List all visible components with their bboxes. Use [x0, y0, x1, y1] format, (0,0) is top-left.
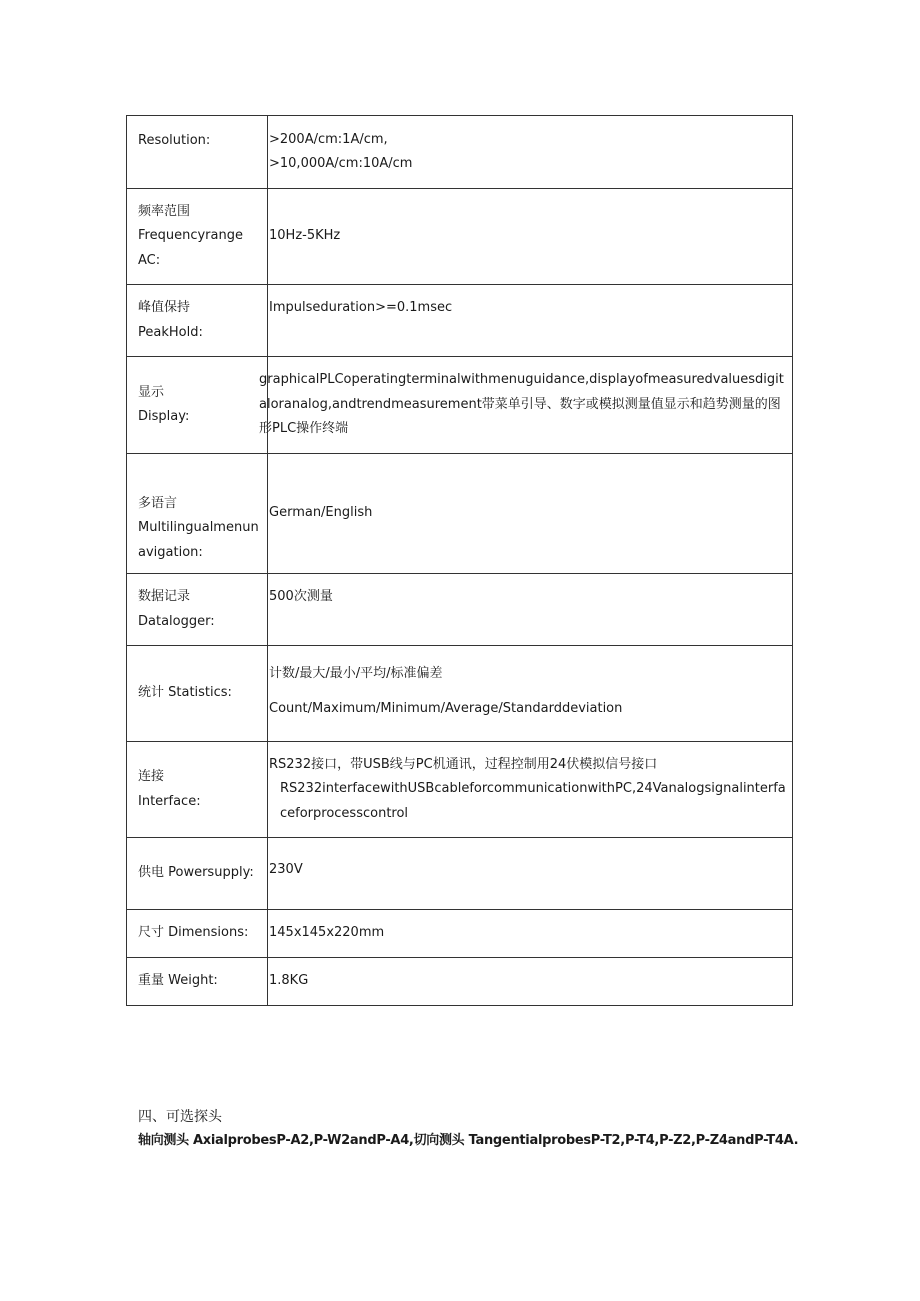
- label-line: PeakHold:: [138, 324, 203, 340]
- label-line: 数据记录: [138, 589, 191, 604]
- row-label: [127, 116, 268, 189]
- table-row-weight: [127, 958, 793, 1006]
- value-line: >200A/cm:1A/cm,: [269, 131, 388, 147]
- value-line: 10Hz-5KHz: [269, 228, 341, 244]
- value-line: Count/Maximum/Minimum/Average/Standarddeviation: [269, 701, 623, 716]
- value-line: graphicalPLCoperatingterminalwithmenuguidance,displayofmeasuredvaluesdigitaloranalog,andtrendmeasurement带菜单引导、数字或模拟测量值显示和趋势测量的图形PLC操作终端: [259, 372, 784, 437]
- row-label: [127, 357, 268, 454]
- value-line: RS232接口，带USB线与PC机通讯，过程控制用24伏模拟信号接口: [269, 756, 658, 772]
- row-value: [268, 646, 793, 742]
- value-line: >10,000A/cm:10A/cm: [269, 156, 413, 171]
- row-value: [268, 910, 793, 958]
- value-line: 500次测量: [269, 589, 333, 605]
- row-value: [268, 574, 793, 646]
- table-row-datalogger: [127, 574, 793, 646]
- value-line: 计数/最大/最小/平均/标准偏差: [269, 665, 443, 681]
- row-label: [127, 838, 268, 910]
- row-value: [268, 838, 793, 910]
- table-row-frequency-range: [127, 189, 793, 285]
- row-value: [268, 454, 793, 574]
- value-line: German/English: [269, 505, 373, 521]
- value-line: 145x145x220mm: [269, 925, 385, 941]
- table-row-power-supply: [127, 838, 793, 910]
- label-line: 峰值保持: [138, 300, 191, 315]
- label-line: 多语言: [138, 495, 178, 511]
- row-label: [127, 958, 268, 1006]
- row-value: [268, 742, 793, 838]
- specifications-table: [126, 115, 793, 1006]
- value-line: Impulseduration>=0.1msec: [269, 300, 453, 316]
- table-row-dimensions: [127, 910, 793, 958]
- row-label: [127, 574, 268, 646]
- section-heading: 四、可选探头: [138, 1109, 222, 1125]
- row-value: [268, 189, 793, 285]
- row-value: [268, 958, 793, 1006]
- label-line: Interface:: [138, 793, 201, 809]
- row-label: [127, 910, 268, 958]
- label-line: Display:: [138, 409, 190, 424]
- label-line: 连接: [138, 769, 165, 784]
- label-line: 供电 Powersupply:: [138, 865, 254, 881]
- value-line: 230V: [269, 862, 303, 878]
- label-line: Resolution:: [138, 132, 211, 148]
- row-label: [127, 454, 268, 574]
- label-line: 显示: [138, 384, 165, 400]
- label-line: Frequencyrange: [138, 228, 243, 244]
- table-row-resolution: [127, 116, 793, 189]
- value-line: RS232interfacewithUSBcableforcommunicationwithPC,24Vanalogsignalinterfaceforprocesscontrol: [280, 781, 786, 821]
- label-line: 频率范围: [138, 203, 191, 219]
- row-label: [127, 646, 268, 742]
- row-label: [127, 285, 268, 357]
- table-row-multilingual: [127, 454, 793, 574]
- row-value: [268, 285, 793, 357]
- label-line: 统计 Statistics:: [138, 685, 232, 701]
- label-line: AC:: [138, 252, 161, 268]
- label-line: 重量 Weight:: [138, 973, 218, 989]
- table-row-peak-hold: [127, 285, 793, 357]
- label-line: 尺寸 Dimensions:: [138, 925, 249, 941]
- table-row-interface: [127, 742, 793, 838]
- row-value: [259, 357, 793, 454]
- label-line: Multilingualmenunavigation:: [138, 520, 259, 560]
- section-body: 轴向测头 AxialprobesP-A2,P-W2andP-A4,切向测头 TangentialprobesP-T2,P-T4,P-Z2,P-Z4andP-T4A.: [138, 1133, 799, 1148]
- label-line: Datalogger:: [138, 613, 215, 629]
- row-label: [127, 742, 268, 838]
- optional-probes-section: [138, 1105, 838, 1153]
- row-label: [127, 189, 268, 285]
- value-line: 1.8KG: [269, 973, 309, 989]
- table-row-display: [127, 357, 793, 454]
- row-value: [268, 116, 793, 189]
- table-row-statistics: [127, 646, 793, 742]
